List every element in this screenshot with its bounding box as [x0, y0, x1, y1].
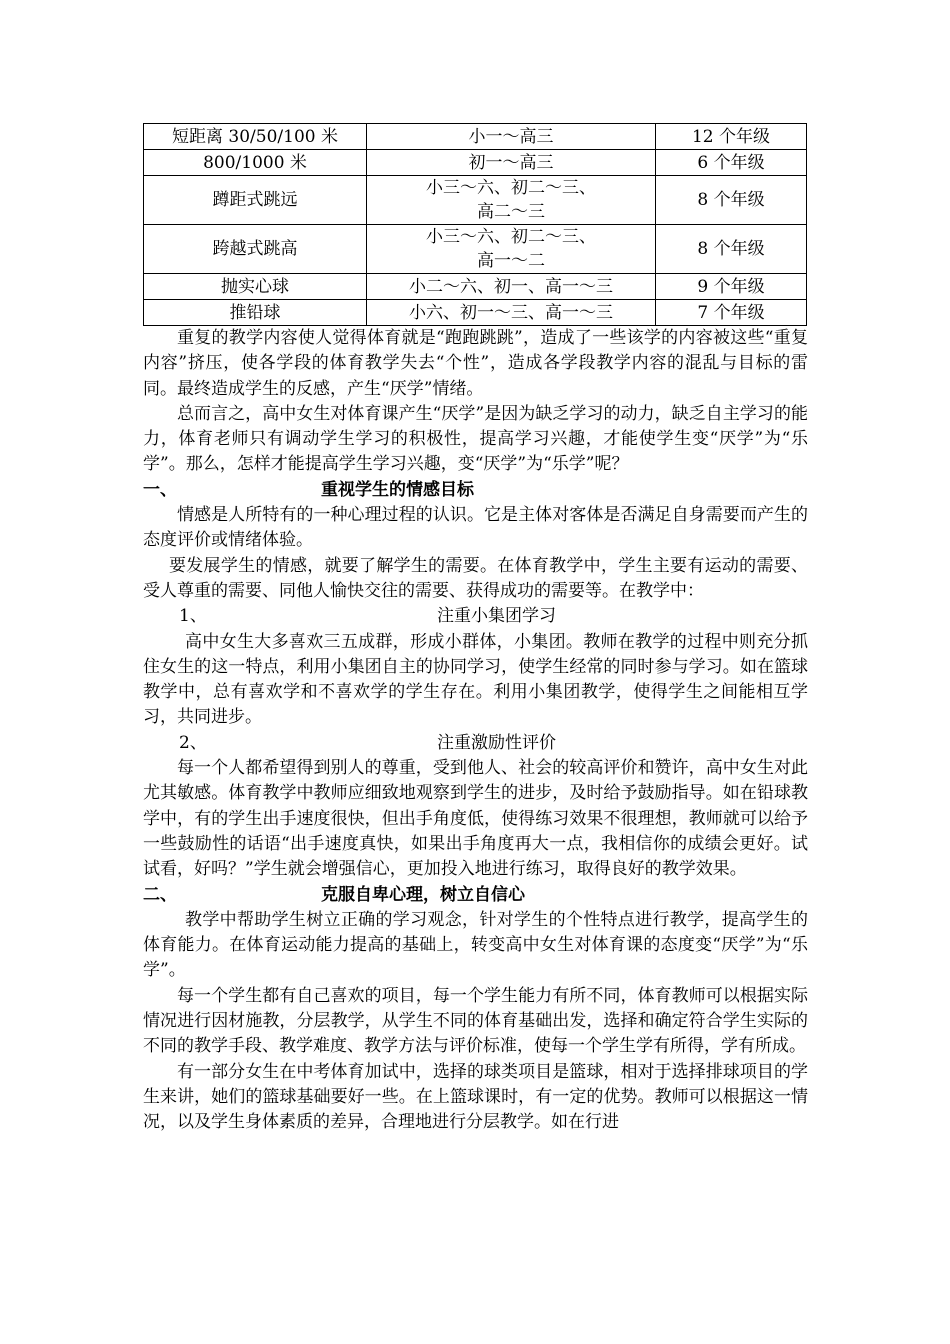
body-paragraph: 教学中帮助学生树立正确的学习观念，针对学生的个性特点进行教学，提高学生的体育能力。在体育运动能力提高的基础上，转变高中女生对体育课的态度变“厌学”为“乐学”。 [143, 909, 808, 981]
table-row [144, 274, 807, 300]
body-paragraph: 情感是人所特有的一种心理过程的认识。它是主体对客体是否满足自身需要而产生的态度评价或情绪体验。 [143, 505, 808, 551]
table-cell-item: 短距离 30/50/100 米 [144, 124, 367, 150]
table-cell-item: 推铅球 [144, 300, 367, 326]
body-paragraph: 高中女生大多喜欢三五成群，形成小群体，小集团。教师在教学的过程中则充分抓住女生的这一特点，利用小集团自主的协同学习，使学生经常的同时参与学习。如在篮球教学中，总有喜欢学和不喜欢学的学生存在。利用小集团教学，使得学生之间能相互学习，共同进步。 [143, 631, 808, 728]
table-row [144, 176, 807, 225]
body-paragraph: 总而言之，高中女生对体育课产生“厌学”是因为缺乏学习的动力，缺乏自主学习的能力，体育老师只有调动学生学习的积极性，提高学习兴趣，才能使学生变“厌学”为“乐学”。那么，怎样才能提高学生学习兴趣，变“厌学”为“乐学”呢？ [143, 403, 808, 475]
table-row [144, 124, 807, 150]
table-cell-item: 跨越式跳高 [144, 225, 367, 274]
table-cell-range: 小三～六、初二～三、 高二～三 [367, 176, 656, 225]
table-cell-grades: 12 个年级 [656, 124, 807, 150]
section-title: 重视学生的情感目标 [321, 479, 474, 500]
subsection-title: 注重激励性评价 [437, 732, 556, 753]
body-paragraph: 每一个人都希望得到别人的尊重，受到他人、社会的较高评价和赞许，高中女生对此尤其敏感。体育教学中教师应细致地观察到学生的进步，及时给予鼓励指导。如在铅球教学中，有的学生出手速度很快，但出手角度低，使得练习效果不很理想，教师就可以给予一些鼓励性的话语“出手速度真快，如果出手角度再大一点，我相信你的成绩会更好。试试看，好吗？”学生就会增强信心，更加投入地进行练习，取得良好的教学效果。 [143, 758, 808, 880]
table-cell-grades: 6 个年级 [656, 150, 807, 176]
subsection-number: 2、 [179, 732, 207, 753]
table-cell-item: 800/1000 米 [144, 150, 367, 176]
table-row [144, 300, 807, 326]
table-cell-grades: 8 个年级 [656, 176, 807, 225]
section-heading-1 [143, 478, 808, 503]
table-row [144, 225, 807, 274]
section-number: 一、 [143, 479, 177, 500]
body-paragraph: 要发展学生的情感，就要了解学生的需要。在体育教学中，学生主要有运动的需要、受人尊重的需要、同他人愉快交往的需要、获得成功的需要等。在教学中： [143, 555, 808, 601]
subsection-number: 1、 [179, 606, 207, 627]
table-cell-range: 初一～高三 [367, 150, 656, 176]
sports-grade-table [143, 123, 807, 326]
subsection-heading-2 [143, 731, 808, 756]
section-title: 克服自卑心理，树立自信心 [321, 884, 525, 905]
table-cell-range: 小六、初一～三、高一～三 [367, 300, 656, 326]
table-cell-grades: 7 个年级 [656, 300, 807, 326]
table-cell-range: 小三～六、初二～三、 高一～二 [367, 225, 656, 274]
body-paragraph: 重复的教学内容使人觉得体育就是“跑跑跳跳”，造成了一些该学的内容被这些“重复内容”挤压，使各学段的体育教学失去“个性”，造成各学段教学内容的混乱与目标的雷同。最终造成学生的反感，产生“厌学”情绪。 [143, 328, 808, 399]
section-number: 二、 [143, 884, 177, 905]
table-cell-grades: 8 个年级 [656, 225, 807, 274]
table-cell-range: 小一～高三 [367, 124, 656, 150]
table-cell-grades: 9 个年级 [656, 274, 807, 300]
table-cell-item: 抛实心球 [144, 274, 367, 300]
table-cell-item: 蹲距式跳远 [144, 176, 367, 225]
body-paragraph: 有一部分女生在中考体育加试中，选择的球类项目是篮球，相对于选择排球项目的学生来讲，她们的篮球基础要好一些。在上篮球课时，有一定的优势。教师可以根据这一情况，以及学生身体素质的差异，合理地进行分层教学。如在行进 [143, 1061, 808, 1133]
subsection-title: 注重小集团学习 [437, 606, 556, 627]
table-row [144, 150, 807, 176]
body-paragraph: 每一个学生都有自己喜欢的项目，每一个学生能力有所不同，体育教师可以根据实际情况进行因材施教，分层教学，从学生不同的体育基础出发，选择和确定符合学生实际的不同的教学手段、教学难度、教学方法与评价标准，使每一个学生学有所得，学有所成。 [143, 985, 808, 1057]
document-page [143, 123, 808, 1136]
table-cell-range: 小二～六、初一、高一～三 [367, 274, 656, 300]
section-heading-2 [143, 883, 808, 908]
subsection-heading-1 [143, 604, 808, 629]
